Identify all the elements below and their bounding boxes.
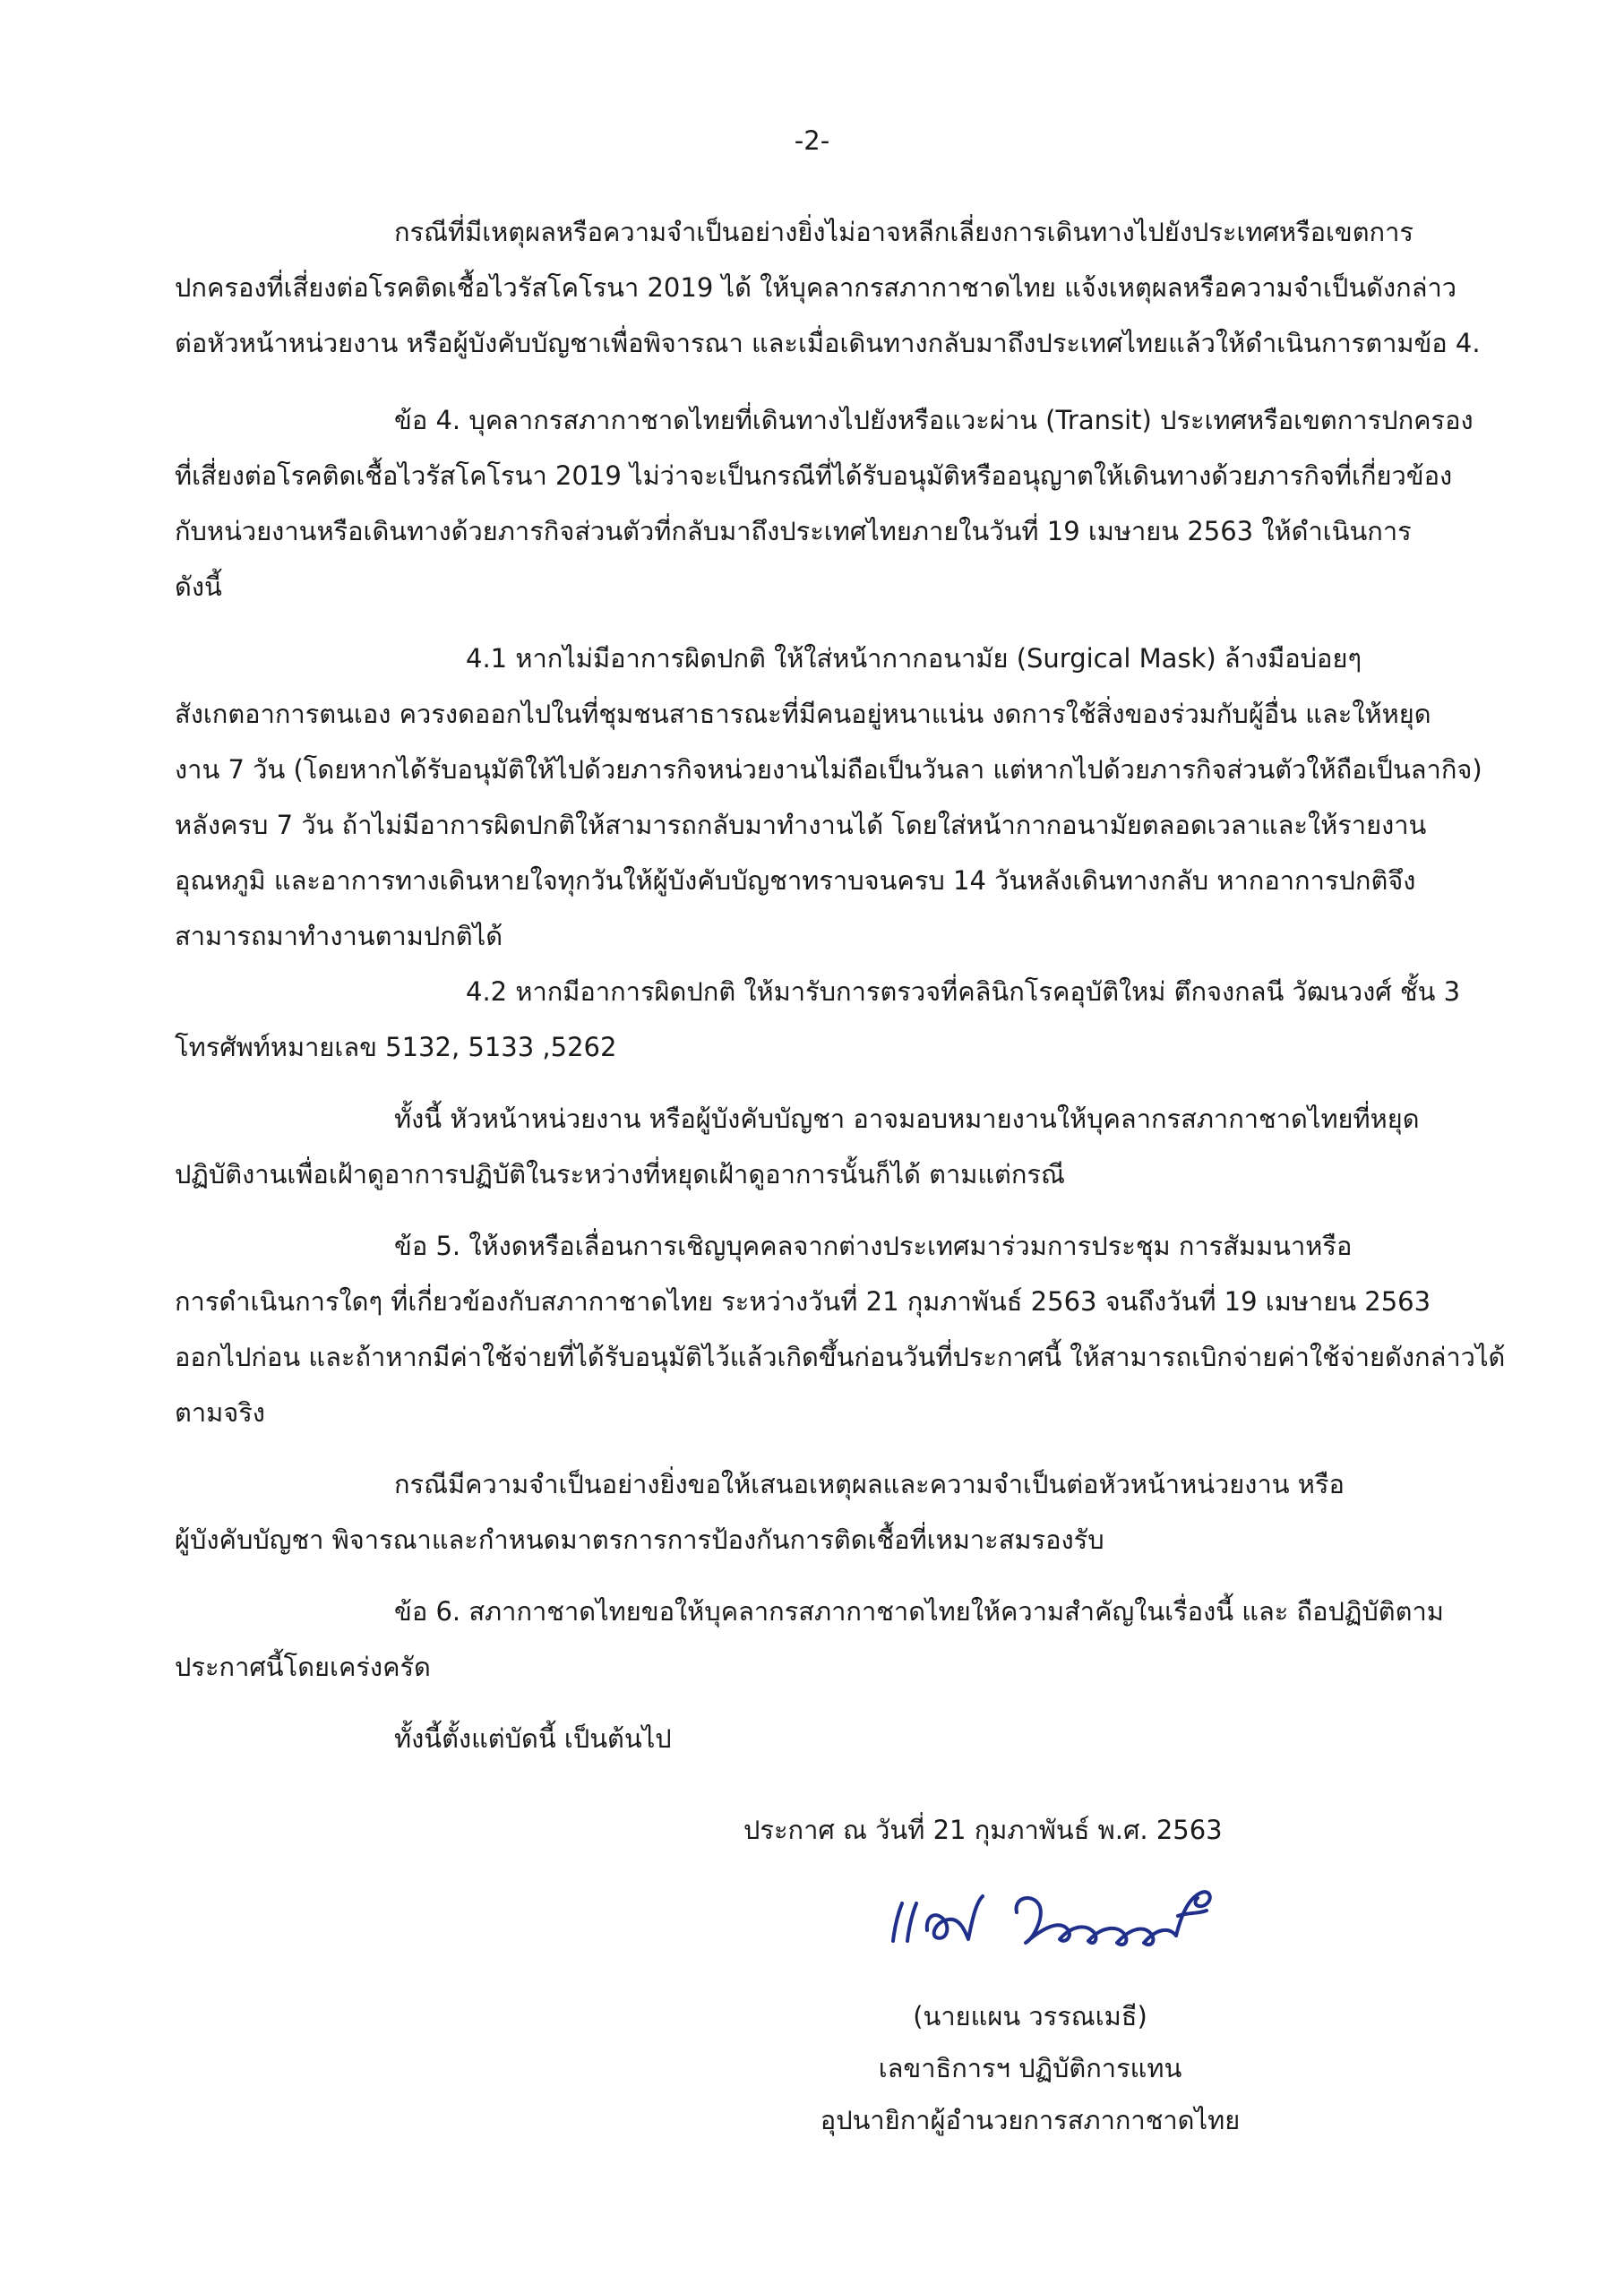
text-line: ปกครองที่เสี่ยงต่อโรคติดเชื้อไวรัสโคโรนา 2019 ได้ ให้บุคลากรสภากาชาดไทย แจ้งเหตุผลหรือความจำเป็นดังกล่าว xyxy=(175,272,1457,303)
paragraph-clause-6 xyxy=(175,1584,1518,1695)
text-line: ประกาศนี้โดยเคร่งครัด xyxy=(175,1652,431,1682)
paragraph-clause-4 xyxy=(175,392,1518,614)
text-line: ข้อ 4. บุคลากรสภากาชาดไทยที่เดินทางไปยังหรือแวะผ่าน (Transit) ประเทศหรือเขตการปกครอง xyxy=(394,405,1474,435)
text-line: ทั้งนี้ หัวหน้าหน่วยงาน หรือผู้บังคับบัญชา อาจมอบหมายงานให้บุคลากรสภากาชาดไทยที่หยุด xyxy=(394,1104,1420,1134)
signature-block xyxy=(735,1990,1326,2146)
text-line: ข้อ 5. ให้งดหรือเลื่อนการเชิญบุคคลจากต่างประเทศมาร่วมการประชุม การสัมมนาหรือ xyxy=(394,1231,1353,1261)
text-line: อุณหภูมิ และอาการทางเดินหายใจทุกวันให้ผู้บังคับบัญชาทราบจนครบ 14 วันหลังเดินทางกลับ หากอาการปกติจึง xyxy=(175,865,1416,896)
text-line: 4.2 หากมีอาการผิดปกติ ให้มารับการตรวจที่คลินิกโรคอุบัติใหม่ ตึกจงกลนี วัฒนวงศ์ ชั้น 3 xyxy=(466,976,1461,1007)
handwritten-signature xyxy=(882,1876,1241,1957)
text-line: ที่เสี่ยงต่อโรคติดเชื้อไวรัสโคโรนา 2019 ไม่ว่าจะเป็นกรณีที่ได้รับอนุมัติหรืออนุญาตให้เดินทางด้วยภารกิจที่เกี่ยวข้อง xyxy=(175,460,1453,491)
text-line: โทรศัพท์หมายเลข 5132, 5133 ,5262 xyxy=(175,1032,617,1062)
text-line: ต่อหัวหน้าหน่วยงาน หรือผู้บังคับบัญชาเพื่อพิจารณา และเมื่อเดินทางกลับมาถึงประเทศไทยแล้วให้ดำเนินการตามข้อ 4. xyxy=(175,328,1481,358)
signatory-name: (นายแผน วรรณเมธี) xyxy=(913,2001,1147,2031)
signatory-position: เลขาธิการฯ ปฏิบัติการแทน xyxy=(878,2053,1182,2083)
text-line: สังเกตอาการตนเอง ควรงดออกไปในที่ชุมชนสาธารณะที่มีคนอยู่หนาแน่น งดการใช้สิ่งของร่วมกับผู้อื่น และให้หยุด xyxy=(175,699,1431,729)
paragraph-clause-4-1 xyxy=(175,631,1518,964)
text-line: งาน 7 วัน (โดยหากได้รับอนุมัติให้ไปด้วยภารกิจหน่วยงานไม่ถือเป็นวันลา แต่หากไปด้วยภารกิจส่วนตัวให้ถือเป็นลากิจ) xyxy=(175,754,1482,785)
paragraph-effective xyxy=(175,1711,1518,1766)
text-line: สามารถมาทำงานตามปกติได้ xyxy=(175,921,503,951)
text-line: ตามจริง xyxy=(175,1397,265,1428)
paragraph-necessity-case xyxy=(175,1456,1518,1567)
paragraph-clause-4-2 xyxy=(175,964,1518,1075)
text-line: หลังครบ 7 วัน ถ้าไม่มีอาการผิดปกติให้สามารถกลับมาทำงานได้ โดยใส่หน้ากากอนามัยตลอดเวลาและให้รายงาน xyxy=(175,810,1427,840)
text-line: ผู้บังคับบัญชา พิจารณาและกำหนดมาตรการการป้องกันการติดเชื้อที่เหมาะสมรองรับ xyxy=(175,1524,1104,1555)
text-line: กับหน่วยงานหรือเดินทางด้วยภารกิจส่วนตัวที่กลับมาถึงประเทศไทยภายในวันที่ 19 เมษายน 2563 ให้ดำเนินการ xyxy=(175,516,1412,546)
page-number: -2- xyxy=(794,125,830,156)
text-line: ปฏิบัติงานเพื่อเฝ้าดูอาการปฏิบัติในระหว่างที่หยุดเฝ้าดูอาการนั้นก็ได้ ตามแต่กรณี xyxy=(175,1159,1065,1189)
text-line: ข้อ 6. สภากาชาดไทยขอให้บุคลากรสภากาชาดไทยให้ความสำคัญในเรื่องนี้ และ ถือปฏิบัติตาม xyxy=(394,1596,1444,1627)
text-line: ดังนี้ xyxy=(175,571,222,602)
text-line: 4.1 หากไม่มีอาการผิดปกติ ให้ใส่หน้ากากอนามัย (Surgical Mask) ล้างมือบ่อยๆ xyxy=(466,643,1362,674)
document-body xyxy=(175,204,1518,1766)
signatory-organization-position: อุปนายิกาผู้อำนวยการสภากาชาดไทย xyxy=(820,2105,1241,2135)
paragraph-exception-case xyxy=(175,204,1518,371)
announcement-date: ประกาศ ณ วันที่ 21 กุมภาพันธ์ พ.ศ. 2563 xyxy=(743,1815,1223,1845)
text-line: ออกไปก่อน และถ้าหากมีค่าใช้จ่ายที่ได้รับอนุมัติไว้แล้วเกิดขึ้นก่อนวันที่ประกาศนี้ ให้สามารถเบิกจ่ายค่าใช้จ่ายดังกล่าวได้ xyxy=(175,1342,1506,1372)
text-line: ทั้งนี้ตั้งแต่บัดนี้ เป็นต้นไป xyxy=(394,1723,672,1754)
text-line: กรณีที่มีเหตุผลหรือความจำเป็นอย่างยิ่งไม่อาจหลีกเลี่ยงการเดินทางไปยังประเทศหรือเขตการ xyxy=(394,217,1413,247)
paragraph-clause-5 xyxy=(175,1218,1518,1440)
text-line: กรณีมีความจำเป็นอย่างยิ่งขอให้เสนอเหตุผลและความจำเป็นต่อหัวหน้าหน่วยงาน หรือ xyxy=(394,1469,1345,1499)
paragraph-supervisor-note xyxy=(175,1091,1518,1202)
text-line: การดำเนินการใดๆ ที่เกี่ยวข้องกับสภากาชาดไทย ระหว่างวันที่ 21 กุมภาพันธ์ 2563 จนถึงวันที่ 19 เมษายน 2563 xyxy=(175,1286,1431,1317)
